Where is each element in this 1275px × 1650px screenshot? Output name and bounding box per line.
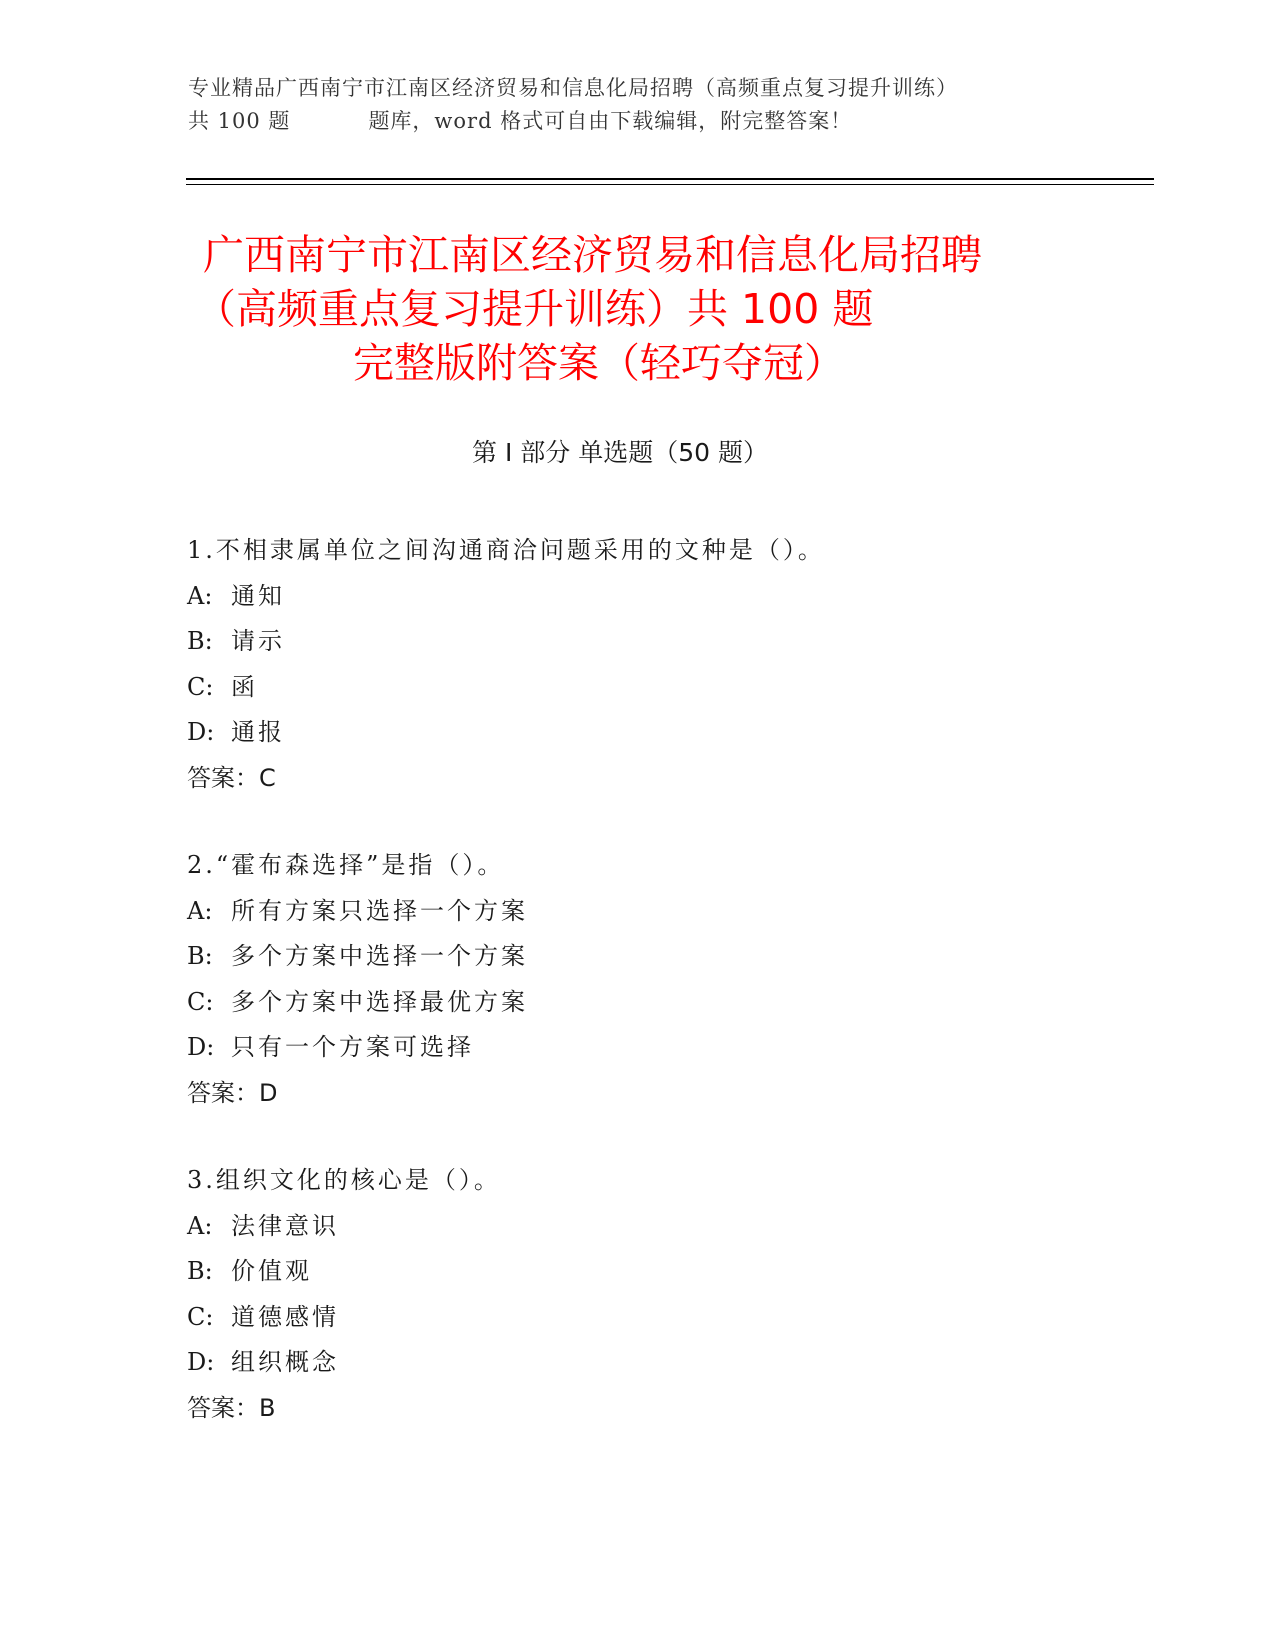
option-key: B: <box>187 1257 213 1285</box>
header-note-line1: 专业精品广西南宁市江南区经济贸易和信息化局招聘（高频重点复习提升训练） <box>188 76 958 100</box>
option-text: 法律意识 <box>231 1211 339 1240</box>
option-b <box>187 619 1137 665</box>
option-a <box>187 889 1137 935</box>
question-stem: 1.不相隶属单位之间沟通商洽问题采用的文种是（）。 <box>187 536 825 564</box>
document-title <box>195 228 1095 390</box>
header-note-description: 题库，word 格式可自由下载编辑，附完整答案！ <box>368 109 853 133</box>
option-c <box>187 980 1137 1026</box>
answer-text: 答案：C <box>187 763 276 792</box>
option-text: 请示 <box>231 627 285 655</box>
header-divider-thin <box>186 184 1154 185</box>
document-title-line2: （高频重点复习提升训练）共 100 题 <box>195 285 874 333</box>
option-d <box>187 1340 1137 1386</box>
option-text: 所有方案只选择一个方案 <box>231 896 528 925</box>
option-key: A: <box>187 581 213 610</box>
document-title-line1: 广西南宁市江南区经济贸易和信息化局招聘 <box>203 231 982 279</box>
option-key: C: <box>187 1302 214 1331</box>
section-heading: 第 I 部分 单选题（50 题） <box>472 438 768 467</box>
option-text: 多个方案中选择最优方案 <box>231 987 528 1016</box>
option-key: A: <box>187 896 213 925</box>
option-text: 通知 <box>231 581 285 610</box>
option-b <box>187 934 1137 980</box>
option-text: 多个方案中选择一个方案 <box>231 942 528 970</box>
question-stem: 2.“霍布森选择”是指（）。 <box>187 851 505 879</box>
option-key: D: <box>187 1348 215 1376</box>
option-d <box>187 710 1137 756</box>
option-key: B: <box>187 942 213 970</box>
question-item <box>187 1158 1137 1431</box>
option-b <box>187 1249 1137 1295</box>
option-text: 只有一个方案可选择 <box>231 1033 474 1061</box>
header-note <box>188 72 1088 138</box>
option-c <box>187 665 1137 711</box>
question-item <box>187 528 1137 801</box>
question-list <box>187 528 1137 1473</box>
option-c <box>187 1295 1137 1341</box>
option-text: 函 <box>231 672 258 701</box>
option-a <box>187 574 1137 620</box>
answer-text: 答案：D <box>187 1078 278 1107</box>
option-text: 组织概念 <box>231 1348 339 1376</box>
option-key: A: <box>187 1211 213 1240</box>
option-text: 通报 <box>231 718 285 746</box>
option-key: C: <box>187 672 214 701</box>
header-divider-thick <box>186 178 1154 180</box>
option-key: C: <box>187 987 214 1016</box>
question-stem: 3.组织文化的核心是（）。 <box>187 1166 501 1194</box>
option-key: D: <box>187 1033 215 1061</box>
question-item <box>187 843 1137 1116</box>
option-key: B: <box>187 627 213 655</box>
option-a <box>187 1204 1137 1250</box>
option-d <box>187 1025 1137 1071</box>
option-text: 道德感情 <box>231 1302 339 1331</box>
document-title-line3: 完整版附答案（轻巧夺冠） <box>353 339 845 387</box>
header-note-count: 共 100 题 <box>188 109 291 133</box>
option-key: D: <box>187 718 215 746</box>
header-note-line2 <box>188 105 1088 138</box>
answer-text: 答案：B <box>187 1393 276 1422</box>
option-text: 价值观 <box>231 1257 312 1285</box>
